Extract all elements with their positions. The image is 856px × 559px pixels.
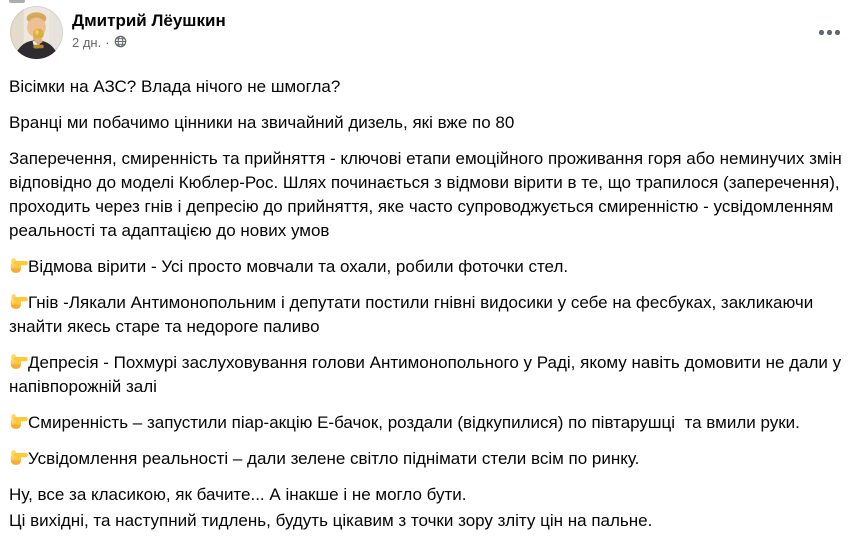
post-paragraph: Відмова вірити - Усі просто мовчали та охали, робили фоточки стел. [9, 255, 848, 279]
post-options-button[interactable] [811, 20, 848, 45]
pointing-right-emoji [9, 256, 28, 275]
pointing-right-emoji [9, 292, 28, 311]
post-paragraph: Заперечення, смиренність та прийняття - ключові етапи емоційного проживання горя або неминучих змін відповідно до моделі Кюблер-Рос. Шлях починається з відмови вірити в те, що трапилося (заперечення), проходить через гнів і депресію до прийняття, яке часто супроводжується смиренністю - усвідомленням реальності та адаптацією до нових умов [9, 149, 847, 240]
post-paragraph: Гнів -Лякали Антимонопольним і депутати постили гнівні видосики у себе на фесбуках, закликаючи знайти якесь старе та недороге паливо [9, 293, 818, 336]
ellipsis-icon [827, 30, 832, 35]
avatar[interactable] [10, 6, 63, 59]
post-paragraph: Депресія - Похмурі заслуховування голови Антимонопольного у Раді, якому навіть домовити не дали у напівпорожній залі [9, 353, 846, 396]
post-paragraph: Усвідомлення реальності – дали зелене світло піднімати стели всім по ринку. [9, 447, 848, 471]
globe-icon [114, 35, 127, 52]
ellipsis-icon [819, 30, 824, 35]
post-paragraph: Ну, все за класикою, як бачите... А інакше і не могло бути. [9, 485, 467, 504]
post-header [0, 0, 856, 59]
avatar-image [10, 6, 63, 59]
timestamp[interactable]: 2 дн. [72, 35, 102, 50]
post-paragraph: Смиренність – запустили піар-акцію Е-бачок, роздали (відкупилися) по півтарушці та вмили руки. [9, 411, 848, 435]
meta-separator: · [105, 35, 110, 50]
header-info [72, 6, 226, 52]
ellipsis-icon [835, 30, 840, 35]
pointing-right-emoji [9, 352, 28, 371]
author-name[interactable]: Дмитрий Лёушкин [72, 11, 226, 30]
pointing-right-emoji [9, 448, 28, 467]
post-text [0, 59, 856, 533]
post-paragraph: Ці вихідні, та наступний тидлень, будуть цікавим з точки зору зліту цін на пальне. [9, 511, 653, 530]
pointing-right-emoji [9, 412, 28, 431]
post-paragraph: Вісімки на АЗС? Влада нічого не шмогла? [9, 77, 341, 96]
post-paragraph: Вранці ми побачимо цінники на звичайний дизель, які вже по 80 [9, 113, 515, 132]
post-meta [72, 34, 226, 52]
